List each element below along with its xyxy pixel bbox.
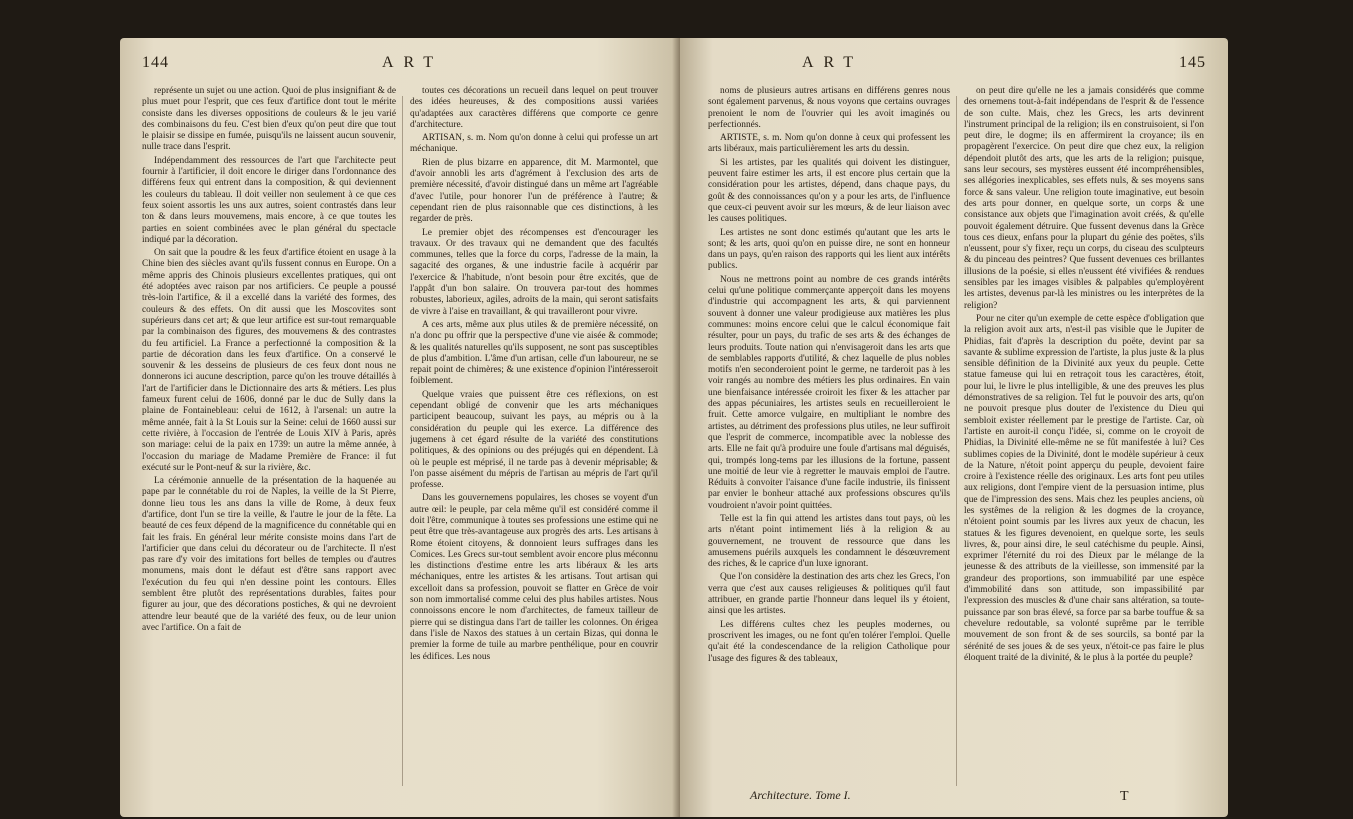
right-running-head — [702, 54, 1206, 78]
paragraph: A ces arts, même aux plus utiles & de première nécessité, on n'a donc pu offrir que la perspective d'une vie aisée & commode; & les qualités naturelles qu'ils supposent, ne sont pas susceptibles de plus d'ambition. L'âme d'un artisan, celle d'un laboureur, ne se repait point de chimères; & une existence d'opinion l'intéresseroit foiblement. — [410, 319, 658, 387]
paragraph: Pour ne citer qu'un exemple de cette espèce d'obligation que la religion avoit aux arts, n'est-il pas visible que le Jupiter de Phidias, fait d'après la description du poëte, devint par sa savante & sublime expression de l'artiste, la plus juste & la plus sensible définition de la Divinité aux yeux du peuple. Cette statue fameuse qui lui en retraçoit tous les caractères, étoit, pour lui, le livre le plus intelligible, & une des preuves les plus démonstratives de sa religion. Tel fut le pouvoir des arts, qu'on ne pouvoit presque plus douter de l'existence du Dieu qui sembloit exister réellement par le prestige de l'artiste. Car, où l'artiste en auroit-il conçu l'idée, si, comme on le croyoit de Phidias, la Divinité elle-même ne se fût manifestée à lui? Ces sublimes copies de la Divinité, dont le modèle supérieur à ceux de la Nature, n'étoit point apperçu du peuple, devoient faire croire à l'existence réelle des originaux. Les arts font peu utiles aux religions, dont l'empire vient de la persuasion intime, plus que de l'impression des sens. Mais chez les peuples anciens, où les systêmes de la religion & les dogmes de la croyance, n'étoient point soumis par les livres aux yeux de chacun, les statues & les figures devenoient, en quelque sorte, les seuls livres, &, pour ainsi dire, le seul catéchisme du peuple. Ainsi, exprimer l'éternité du roi des Dieux par le mélange de la jeunesse & des attributs de la vieillesse, son immensité par la grandeur des proportions, son immuabilité par une espèce d'immobilité dans son attitude, son impassibilité par l'expression des muscles & d'une chair sans altération, sa toute-puissance par son bras élevé, sa force par sa barbe touffue & sa chevelure redoutable, sa volonté suprême par le terrible mouvement de son front & de ses sourcils, sa bonté par la sérénité de ses joues & de ses yeux, n'étoit-ce pas faire le plus éloquent traité de la divinité, & le plus à la portée du peuple? — [964, 313, 1204, 663]
paragraph: Quelque vraies que puissent être ces réflexions, on est cependant obligé de convenir que les arts méchaniques participent beaucoup, suivant les pays, au mépris ou à la considération du peuple qui les exerce. La différence des jugemens à cet égard résulte de la variété des constitutions politiques, & des opinions ou des préjugés qui en dépendent. Là où le peuple est méprisé, il ne tarde pas à devenir méprisable; & l'on passe aisément du mépris de l'artisan au mépris de l'art qu'il professe. — [410, 389, 658, 491]
paragraph: Que l'on considère la destination des arts chez les Grecs, l'on verra que c'est aux causes religieuses & politiques qu'il faut attribuer, en grande partie l'honneur dans lequel ils y étoient, ainsi que les artistes. — [708, 572, 950, 617]
paragraph: Les artistes ne sont donc estimés qu'autant que les arts le sont; & les arts, quoi qu'on en puisse dire, ne sont en honneur dans un pays, qu'en raison des rapports qui les lient aux intérêts publics. — [708, 227, 950, 272]
paragraph: Indépendamment des ressources de l'art que l'architecte peut fournir à l'artificier, il doit encore le diriger dans l'ordonnance des différens feux qui entrent dans la composition, & qui deviennent les couleurs du tableau. Il doit veiller non seulement à ce que ces feux soient assortis les uns aux autres, soient contrastés dans leur ton & dans leurs mouvemens, mais encore, à ce que toutes les parties en soient combinées avec le plan général du spectacle indiqué par la décoration. — [142, 155, 396, 245]
paragraph: noms de plusieurs autres artisans en différens genres nous sont également parvenus, & nous voyons que certains ouvrages prenoient le nom de l'ouvrier qui les avoit imaginés ou perfectionnés. — [708, 86, 950, 130]
paragraph: Nous ne mettrons point au nombre de ces grands intérêts celui qu'une politique commerçante apperçoit dans les moyens d'industrie qui accompagnent les arts, & qui parviennent souvent à donner une valeur prodigieuse aux matières les plus communes: moins encore celui que le calcul économique fait résulter, pour un pays, du trafic de ses arts & des échanges de leurs produits. Toute nation qui n'envisageroit dans les arts que de semblables rapports d'utilité, & chez laquelle de plus nobles motifs n'en seconderoient point le germe, ne tarderoit pas à les voir rangés au nombre des métiers les plus ordinaires. En vain une bienfaisance intéressée croiroit les fixer & les attacher par des appas pécuniaires, les artistes seuls en recueilleroient le fruit. Cette amorce vulgaire, en multipliant le nombre des artistes, au détriment des professions plus utiles, ne leur suffiroit que l'esprit de commerce, incompatible avec la noblesse des arts. Elle ne fait qu'à produire une foule d'artisans mal déguisés, qui, trompés long-tems par les illusions de la fortune, passent une moitié de leur vie à regretter le mauvais emploi de l'autre. Réduits à convoiter l'aisance d'une facile industrie, ils finissent par envier le bonheur attaché aux professions obscures qu'ils voudroient n'avoir point quittées. — [708, 274, 950, 511]
paragraph: Rien de plus bizarre en apparence, dit M. Marmontel, que d'avoir annobli les arts d'agrément à l'exclusion des arts de première nécessité, d'avoir distingué dans un même art l'agréable d'avec l'utile, pour honorer l'un de préférence à l'autre; & cependant rien de plus raisonnable que ces distinctions, à les regarder de près. — [410, 157, 658, 225]
paragraph: Les différens cultes chez les peuples modernes, ou proscrivent les images, ou ne font qu'en tolérer l'emploi. Quelle qu'ait été la condescendance de la religion Catholique pour l'usage des figures & des tableaux, — [708, 619, 950, 664]
right-page — [680, 38, 1228, 817]
footer-title: Architecture. Tome I. — [750, 788, 851, 802]
left-page — [120, 38, 680, 817]
page-number: 144 — [142, 54, 169, 71]
right-column-2 — [964, 86, 1204, 792]
left-column-2 — [410, 86, 658, 792]
paragraph: La cérémonie annuelle de la présentation de la haquenée au pape par le connétable du roi de Naples, la veille de la St Pierre, donne lieu tous les ans dans la ville de Rome, à deux feux d'artifice, dont l'un se tire la veille, & l'autre le jour de la fête. La beauté de ces feux dépend de la magnificence du connétable qui en fait les frais. En général leur mérite consiste moins dans l'art de l'artificier que dans celui du décorateur ou de l'architecte. Il n'est pas rare d'y voir des imitations fort belles de temples ou d'autres monumens, mais dont le défaut est d'être sans rapport avec l'exécution du feu qui n'en dessine point les contours. Elles semblent être plutôt des représentations durables, faites pour figurer au jour, que des décorations postiches, & qui ne devroient attendre leur beauté que de la variété des feux, ou de leur union avec l'artifice. On a fait de — [142, 476, 396, 633]
paragraph: Dans les gouvernemens populaires, les choses se voyent d'un autre œil: le peuple, par cela même qu'il est considéré comme il doit l'être, communique à toutes ses professions une estime qui ne peut être que très-avantageuse aux progrès des arts. Les artisans à Rome étoient citoyens, & donnoient leurs suffrages dans les Comices. Les Grecs sur-tout semblent avoir encore plus méconnu les distinctions d'estime entre les arts libéraux & les arts méchaniques, entre les artistes & les artisans. Tout artisan qui excelloit dans sa profession, pouvoit se flatter en Grèce de voir son nom immortalisé comme celui des plus habiles artistes. Nous connoissons encore le nom d'architectes, de fameux tailleur de pierre qui se distingua dans l'art de tailler les colonnes. On érigea dans l'isle de Naxos des statues à un certain Bizas, qui donna le premier la forme de tuile au marbre penthélique, pour en couvrir les édifices. Les nous — [410, 493, 658, 662]
left-column-1 — [142, 86, 396, 792]
column-rule — [402, 96, 403, 786]
paragraph: on peut dire qu'elle ne les a jamais considérés que comme des ornemens tout-à-fait indépendans de l'esprit & de l'essence de son culte. Mais, chez les Grecs, les arts devinrent l'instrument principal de la religion; ils en construisoient, si l'on peut dire, le dogme; ils en affermirent la croyance; ils en propagèrent l'exercice. On peut dire que chez eux, la religion dépendoit plutôt des arts, que les arts de la religion; puisque, sans leur secours, ses mystères eussent été incompréhensibles, ses allégories inexplicables, ses effets nuls, & ses moyens sans force & sans valeur. Une religion toute imaginative, eut besoin des arts pour donner, en quelque sorte, un corps & une consistance aux objets que l'imagination avoit créés, & qu'elle pouvoit également détruire. Que fussent devenus dans la Grèce tous ces dieux, enfans pour la plupart du génie des poëtes, s'ils n'eussent, pour s'y fixer, reçu un corps, du ciseau des sculpteurs & du pinceau des peintres? Que fussent devenues ces brillantes illusions de la poésie, si elles n'eussent été vivifiées & rendues sensibles par les images visibles & palpables qu'employèrent les artistes, devenus par-là les ministres ou les interprètes de la religion? — [964, 86, 1204, 311]
signature-mark: T — [1120, 789, 1129, 804]
left-running-head — [142, 54, 658, 78]
column-rule — [956, 96, 957, 786]
paragraph: représente un sujet ou une action. Quoi de plus insignifiant & de plus muet pour l'esprit, que ces feux d'artifice dont tout le mérite consiste dans les diverses oppositions de couleurs & le jeu varié des combinaisons du feu. C'est bien d'eux qu'on peut dire que tout le plaisir se dissipe en fumée, puisqu'ils ne laissent aucun souvenir, nulle trace dans l'esprit. — [142, 86, 396, 153]
paragraph: Si les artistes, par les qualités qui doivent les distinguer, peuvent faire estimer les arts, il est encore plus certain que la considération pour les artistes, dépend, dans chaque pays, du goût & des connoissances qu'on y a pour les arts, de l'influence que ceux-ci peuvent avoir sur les mœurs, & de leur liaison avec les causes politiques. — [708, 157, 950, 225]
paragraph: Telle est la fin qui attend les artistes dans tout pays, où les arts n'étant point intimement liés à la religion & au gouvernement, ne trouvent de ressource que dans les amusemens puérils auxquels les condamnent le désœuvrement des riches, & le caprice d'un luxe ignorant. — [708, 513, 950, 570]
running-head-title: ART — [382, 54, 444, 71]
paragraph: ARTISAN, s. m. Nom qu'on donne à celui qui professe un art méchanique. — [410, 133, 658, 155]
paragraph: toutes ces décorations un recueil dans lequel on peut trouver des idées heureuses, & des compositions aussi variées qu'adaptées aux caractères différens que comporte ce genre d'architecture. — [410, 86, 658, 130]
paragraph: ARTISTE, s. m. Nom qu'on donne à ceux qui professent les arts libéraux, mais particulièrement les arts du dessin. — [708, 133, 950, 155]
paragraph: On sait que la poudre & les feux d'artifice étoient en usage à la Chine bien des siècles avant qu'ils fussent connus en Europe. On a même appris des Chinois plusieurs excellentes pratiques, qui ont été adoptées avec raison par nos artificiers. Ce peuple a poussé très-loin l'artifice, & il a excellé dans la variété des formes, des couleurs & des effets. On dit aussi que les Moscovites sont supérieurs dans cet art; & que leur artifice est sur-tout remarquable par la combinaison des figures, des mouvemens & des contrastes du feu artificiel. La France a perfectionné la composition & la partie de décoration dans les feux d'artifice. On a conservé le souvenir & les desseins de plusieurs de ces feux dont nous ne donnerons ici aucune description, parce qu'on les trouve détaillés à l'art de l'artificier dans le Dictionnaire des arts & métiers. Les plus fameux furent celui de 1606, donné par le duc de Sully dans la plaine de Fontainebleau: celui de 1612, à l'arsenal: un autre la même année, fait à la St Louis sur la Seine: celui de 1660 aussi sur cette rivière, à l'occasion de l'entrée de Louis XIV à Paris, après son mariage: celui de la paix en 1739: un autre la même année, à l'occasion du mariage de Madame Première de France: il fut exécuté sur le Pont-neuf & sur la rivière, &c. — [142, 248, 396, 473]
running-head-title: ART — [802, 54, 864, 71]
paragraph: Le premier objet des récompenses est d'encourager les travaux. Or des travaux qui ne demandent que des facultés communes, telles que la force du corps, l'adresse de la main, la sagacité des organes, & une industrie facile à acquérir par l'exercice & l'habitude, n'ont besoin pour être excités, que de l'appât d'un bon salaire. On trouvera par-tout des hommes robustes, laborieux, agiles, adroits de la main, qui seront satisfaits de vivre à l'aise en travaillant, & qui travailleront pour vivre. — [410, 227, 658, 317]
page-number: 145 — [1179, 54, 1206, 71]
right-column-1 — [708, 86, 950, 768]
